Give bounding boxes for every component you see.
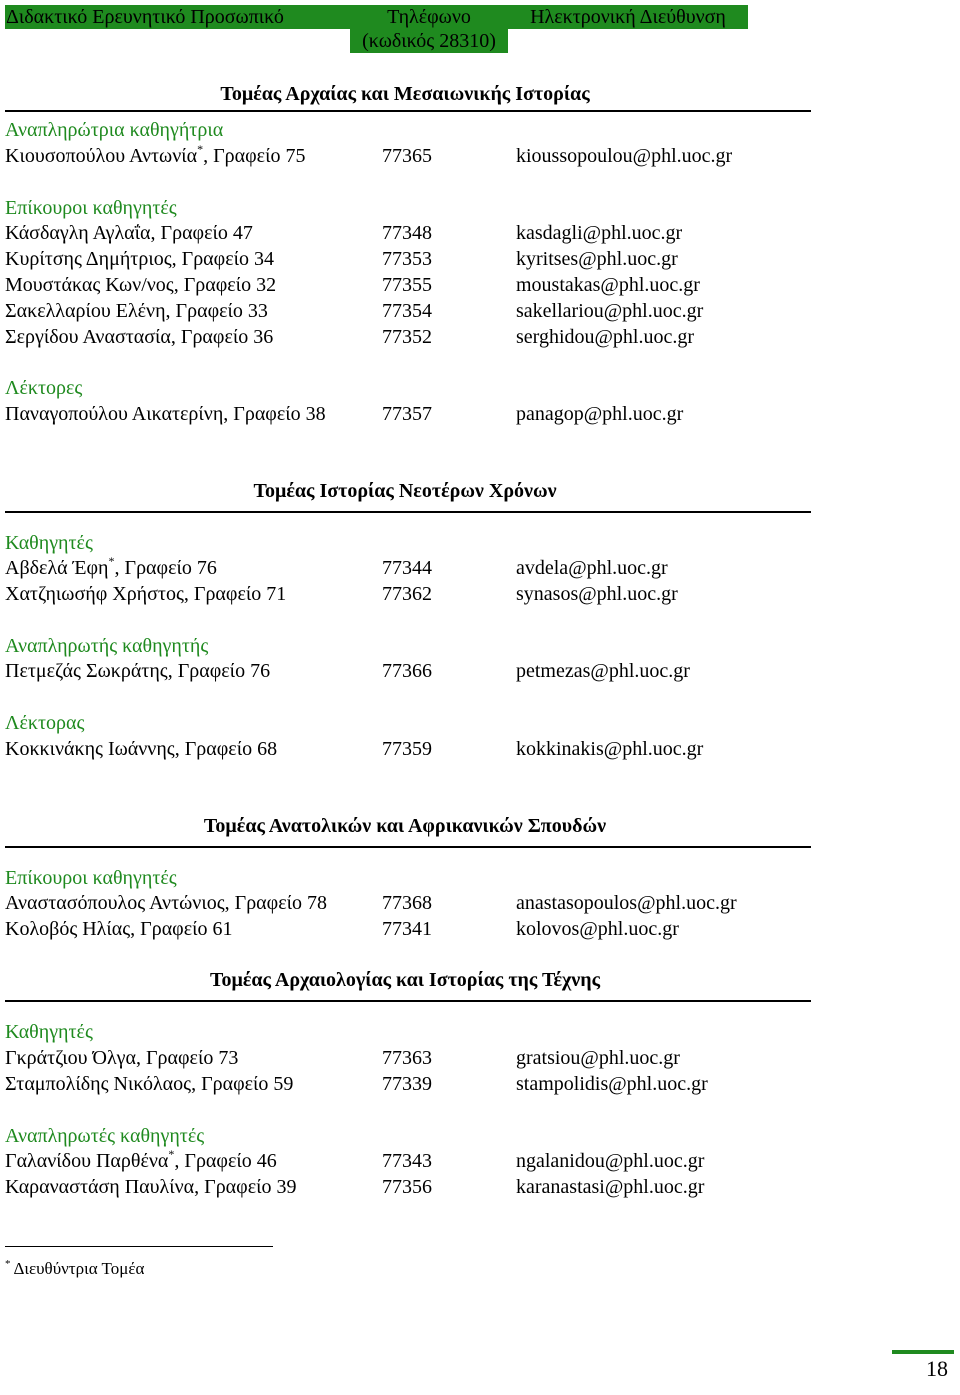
staff-name: Χατζηιωσήφ Χρήστος [5,583,184,605]
footnote-mark: * [5,1258,11,1270]
footnote-rule [5,1246,273,1247]
staff-email[interactable]: ngalanidou@phl.uoc.gr [516,1150,705,1172]
staff-phone: 77355 [382,274,432,296]
staff-email[interactable]: panagop@phl.uoc.gr [516,403,684,425]
rank-heading: Καθηγητές [5,1021,93,1043]
staff-name-cell [5,736,277,762]
staff-row [5,401,905,427]
staff-office: , Γραφείο 39 [194,1176,297,1198]
staff-row [5,272,905,298]
staff-office: , Γραφείο 59 [191,1073,294,1095]
staff-name: Κιουσοπούλου Αντωνία [5,145,198,167]
staff-name-cell [5,555,217,581]
sector-rule [5,846,811,848]
staff-office: , Γραφείο 68 [174,738,278,760]
rank-heading: Λέκτορες [5,377,83,399]
staff-name-cell [5,143,305,169]
staff-row [5,143,905,169]
staff-email[interactable]: kasdagli@phl.uoc.gr [516,222,683,244]
staff-row [5,1045,905,1071]
staff-office: , Γραφείο 46 [174,1150,277,1172]
header-phone-label: Τηλέφωνο [387,6,471,28]
sector-rule [5,110,811,112]
staff-office: , Γραφείο 33 [165,300,268,322]
staff-phone: 77354 [382,300,432,322]
staff-name: Αβδελά Έφη [5,557,109,579]
staff-row [5,581,905,607]
header-email-label: Ηλεκτρονική Διεύθυνση [530,6,726,28]
staff-office: , Γραφείο 38 [223,403,326,425]
staff-name: Αναστασόπουλος Αντώνιος [5,892,225,914]
staff-name: Κολοβός Ηλίας [5,918,131,940]
staff-name-cell [5,1071,293,1097]
staff-name-cell [5,324,273,350]
staff-email[interactable]: anastasopoulos@phl.uoc.gr [516,892,737,914]
staff-name-cell [5,1045,238,1071]
staff-row [5,298,905,324]
staff-name-cell [5,581,286,607]
staff-name-cell [5,1148,277,1174]
staff-email[interactable]: synasos@phl.uoc.gr [516,583,678,605]
header-phone-code: (κωδικός 28310) [362,30,496,52]
staff-name-cell [5,246,274,272]
staff-phone: 77362 [382,583,432,605]
rank-heading: Καθηγητές [5,532,93,554]
staff-name-cell [5,890,327,916]
sector-title: Τομέας Αρχαιολογίας και Ιστορίας της Τέχνης [209,969,601,991]
staff-email[interactable]: moustakas@phl.uoc.gr [516,274,700,296]
staff-row [5,1174,905,1200]
staff-office: , Γραφείο 47 [150,222,253,244]
header-email [508,5,748,29]
staff-phone: 77368 [382,892,432,914]
staff-email[interactable]: kolovos@phl.uoc.gr [516,918,679,940]
sector-title: Τομέας Ανατολικών και Αφρικανικών Σπουδών [203,815,607,837]
staff-name: Σεργίδου Αναστασία [5,326,171,348]
staff-phone: 77365 [382,145,432,167]
staff-name-cell [5,401,326,427]
rank-heading: Αναπληρωτής καθηγητής [5,635,209,657]
staff-row [5,736,905,762]
rank-heading: Αναπληρωτές καθηγητές [5,1125,205,1147]
footnote-text: Διευθύντρια Τομέα [13,1259,145,1278]
staff-row [5,324,905,350]
staff-phone: 77357 [382,403,432,425]
sector-rule [5,1000,811,1002]
rank-heading: Λέκτορας [5,712,85,734]
staff-row [5,916,905,942]
staff-email[interactable]: gratsiou@phl.uoc.gr [516,1047,680,1069]
sector-title: Τομέας Ιστορίας Νεοτέρων Χρόνων [253,480,557,502]
staff-row [5,246,905,272]
staff-name: Κάσδαγλη Αγλαΐα [5,222,151,244]
staff-phone: 77344 [382,557,432,579]
director-mark: * [108,554,115,568]
staff-row [5,658,905,684]
staff-office: , Γραφείο 78 [224,892,327,914]
staff-name-cell [5,272,276,298]
staff-phone: 77339 [382,1073,432,1095]
staff-email[interactable]: petmezas@phl.uoc.gr [516,660,690,682]
staff-name-cell [5,298,268,324]
staff-office: , Γραφείο 32 [173,274,277,296]
staff-office: , Γραφείο 75 [203,145,306,167]
staff-office: , Γραφείο 76 [167,660,271,682]
staff-phone: 77363 [382,1047,432,1069]
staff-row [5,890,905,916]
staff-name-cell [5,1174,296,1200]
staff-name: Κυρίτσης Δημήτριος [5,248,172,270]
staff-row [5,220,905,246]
staff-row [5,1148,905,1174]
staff-office: , Γραφείο 71 [183,583,287,605]
staff-email[interactable]: serghidou@phl.uoc.gr [516,326,695,348]
sector-rule [5,511,811,513]
staff-email[interactable]: kokkinakis@phl.uoc.gr [516,738,704,760]
staff-phone: 77353 [382,248,432,270]
staff-name-cell [5,220,253,246]
staff-email[interactable]: avdela@phl.uoc.gr [516,557,668,579]
staff-row [5,1071,905,1097]
staff-office: , Γραφείο 34 [171,248,274,270]
staff-name: Σταμπολίδης Νικόλαος [5,1073,192,1095]
staff-email[interactable]: kioussopoulou@phl.uoc.gr [516,145,733,167]
staff-phone: 77352 [382,326,432,348]
staff-office: , Γραφείο 36 [170,326,274,348]
staff-name: Γαλανίδου Παρθένα [5,1150,169,1172]
staff-phone: 77343 [382,1150,432,1172]
staff-phone: 77359 [382,738,432,760]
rank-heading: Επίκουροι καθηγητές [5,867,177,889]
director-mark: * [197,142,204,156]
staff-name: Μουστάκας Κων/νος [5,274,174,296]
staff-phone: 77366 [382,660,432,682]
staff-phone: 77356 [382,1176,432,1198]
staff-email[interactable]: kyritses@phl.uoc.gr [516,248,678,270]
staff-phone: 77341 [382,918,432,940]
header-staff-label: Διδακτικό Ερευνητικό Προσωπικό [6,6,284,28]
page-number: 18 [926,1356,948,1381]
header-staff [5,5,351,29]
staff-name: Καραναστάση Παυλίνα [5,1176,195,1198]
staff-name: Κοκκινάκης Ιωάννης [5,738,175,760]
staff-row [5,555,905,581]
staff-name: Γκράτζιου Όλγα [5,1047,136,1069]
sector-title: Τομέας Αρχαίας και Μεσαιωνικής Ιστορίας [220,83,590,105]
staff-email[interactable]: karanastasi@phl.uoc.gr [516,1176,705,1198]
staff-email[interactable]: sakellariou@phl.uoc.gr [516,300,704,322]
header-phone [350,5,508,53]
staff-email[interactable]: stampolidis@phl.uoc.gr [516,1073,708,1095]
staff-name: Πετμεζάς Σωκράτης [5,660,168,682]
staff-name-cell [5,916,233,942]
director-mark: * [168,1147,175,1161]
rank-heading: Επίκουροι καθηγητές [5,197,177,219]
staff-office: , Γραφείο 61 [130,918,233,940]
footnote [5,1258,144,1280]
staff-name: Σακελλαρίου Ελένη [5,300,166,322]
staff-office: , Γραφείο 76 [114,557,217,579]
staff-phone: 77348 [382,222,432,244]
staff-office: , Γραφείο 73 [135,1047,239,1069]
staff-name-cell [5,658,270,684]
rank-heading: Αναπληρώτρια καθηγήτρια [5,119,224,141]
staff-name: Παναγοπούλου Αικατερίνη [5,403,224,425]
